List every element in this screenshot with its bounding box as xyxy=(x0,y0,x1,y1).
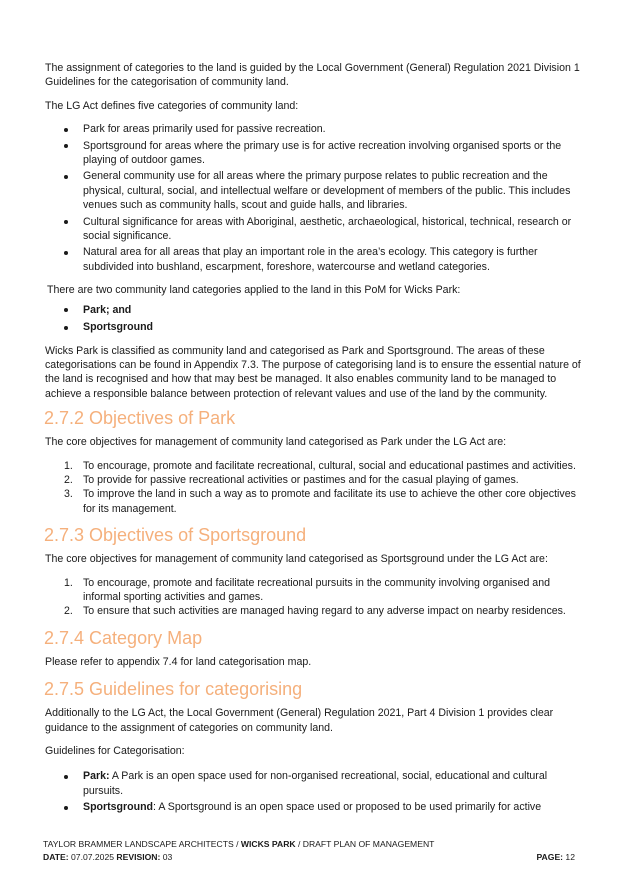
footer-revision-label: REVISION: xyxy=(116,852,161,862)
footer-project: WICKS PARK xyxy=(240,839,296,849)
category-map-text: Please refer to appendix 7.4 for land categorisation map. xyxy=(45,655,312,668)
page-footer xyxy=(43,838,583,864)
footer-firm: TAYLOR BRAMMER LANDSCAPE ARCHITECTS / xyxy=(43,839,241,849)
list-item: Cultural significance for areas with Aboriginal, aesthetic, archaeological, historical, technical, research or social significance. xyxy=(45,215,585,244)
list-item xyxy=(45,487,585,516)
item-number: 1. xyxy=(64,576,73,589)
item-number: 2. xyxy=(64,605,73,618)
park-objectives-list xyxy=(45,459,585,517)
applied-sportsground: Sportsground xyxy=(83,321,154,334)
footer-page: 12 xyxy=(563,852,575,862)
guidelines-paragraph: Additionally to the LG Act, the Local Government (General) Regulation 2021, Part 4 Division 1 provides clear guidance to the assignment of categories on community land. xyxy=(45,707,554,734)
document-body xyxy=(45,61,585,824)
list-item xyxy=(45,800,585,814)
guideline-text: : A Sportsground is an open space used or proposed to be used primarily for active xyxy=(153,801,542,814)
applied-park: Park; and xyxy=(83,303,132,316)
footer-date: 07.07.2025 xyxy=(68,852,117,862)
item-text: To encourage, promote and facilitate recreational, cultural, social and educational pastimes and activities. xyxy=(83,459,576,472)
guidelines-list xyxy=(45,769,585,814)
list-item xyxy=(45,459,585,473)
guideline-text: A Park is an open space used for non-organised recreational, social, educational and cultural pursuits. xyxy=(83,770,548,797)
footer-doc: / DRAFT PLAN OF MANAGEMENT xyxy=(295,839,435,849)
categories-lead: The LG Act defines five categories of community land: xyxy=(45,99,299,112)
sportsground-objectives-lead: The core objectives for management of community land categorised as Sportsground under the LG Act are: xyxy=(45,553,548,566)
item-text: To ensure that such activities are managed having regard to any adverse impact on nearby residences. xyxy=(83,605,566,618)
guideline-term-sportsground: Sportsground xyxy=(83,801,154,814)
list-item xyxy=(45,320,585,334)
footer-line-1 xyxy=(43,838,583,851)
item-text: To encourage, promote and facilitate recreational pursuits in the community involving organised and informal sporting activities and games. xyxy=(83,576,550,603)
item-text: To provide for passive recreational activities or pastimes and for the casual playing of games. xyxy=(83,473,519,486)
list-item: Sportsground for areas where the primary use is for active recreation involving organised sports or the playing of outdoor games. xyxy=(45,139,585,168)
item-text: To improve the land in such a way as to promote and facilitate its use to achieve the other core objectives for its management. xyxy=(83,488,576,515)
park-objectives-lead: The core objectives for management of community land categorised as Park under the LG Act are: xyxy=(45,436,507,449)
list-item xyxy=(45,769,585,798)
list-item xyxy=(45,576,585,605)
section-heading-2-7-2: 2.7.2 Objectives of Park xyxy=(44,408,236,429)
section-heading-2-7-5: 2.7.5 Guidelines for categorising xyxy=(44,679,303,700)
section-heading-2-7-3: 2.7.3 Objectives of Sportsground xyxy=(44,525,307,546)
list-item: General community use for all areas where the primary purpose relates to public recreation and the physical, cultural, social, and intellectual welfare or development of members of the public. This includes venues such as community halls, scout and guide halls, and libraries. xyxy=(45,169,585,212)
list-item: Park for areas primarily used for passive recreation. xyxy=(45,122,585,136)
categories-list xyxy=(45,122,585,274)
footer-page-number xyxy=(536,851,575,864)
sportsground-objectives-list xyxy=(45,576,585,619)
section-heading-2-7-4: 2.7.4 Category Map xyxy=(44,627,203,648)
guideline-term-park: Park: xyxy=(83,770,110,783)
item-number: 3. xyxy=(64,488,73,501)
footer-revision: 03 xyxy=(160,852,173,862)
list-item xyxy=(45,604,585,618)
guidelines-lead: Guidelines for Categorisation: xyxy=(45,745,185,757)
footer-date-label: DATE: xyxy=(43,852,69,862)
list-item xyxy=(45,303,585,317)
footer-page-label: PAGE: xyxy=(536,852,564,862)
item-number: 1. xyxy=(64,459,73,472)
applied-lead: There are two community land categories applied to the land in this PoM for Wicks Park: xyxy=(47,284,461,297)
footer-line-2 xyxy=(43,851,583,864)
item-number: 2. xyxy=(64,473,73,486)
list-item xyxy=(45,473,585,487)
classification-paragraph: Wicks Park is classified as community land and categorised as Park and Sportsground. The areas of these categorisations can be found in Appendix 7.3. The purpose of categorising land is to ensure the essential nature of the land is recognised and how that may best be managed. It also enables community land to be managed to achieve a responsible balance between protection of relevant values and use of the land by the community. xyxy=(45,344,581,400)
intro-paragraph: The assignment of categories to the land is guided by the Local Government (General) Regulation 2021 Division 1 Guidelines for the categorisation of community land. xyxy=(45,62,580,89)
applied-list xyxy=(45,303,585,335)
list-item: Natural area for all areas that play an important role in the area’s ecology. This category is further subdivided into bushland, escarpment, foreshore, watercourse and wetland categories. xyxy=(45,245,585,274)
